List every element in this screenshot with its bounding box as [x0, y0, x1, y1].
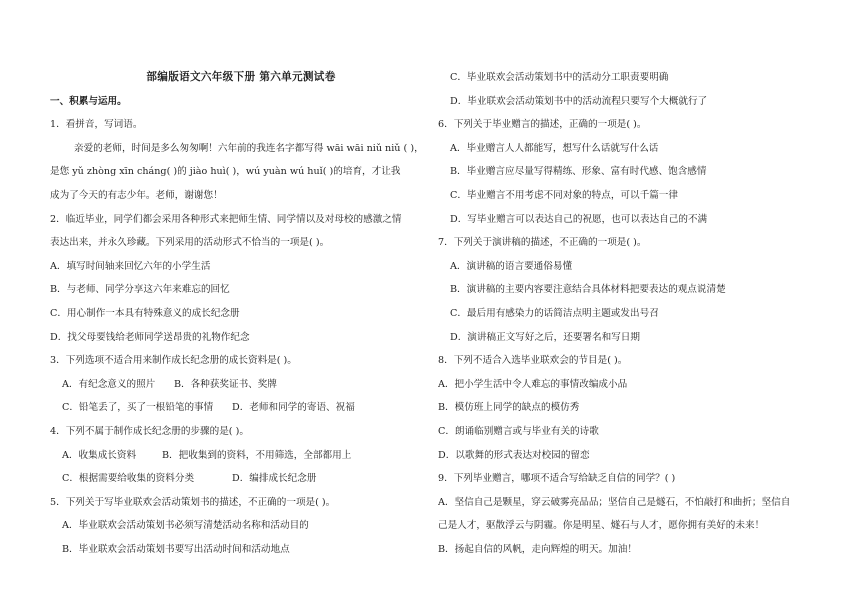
- q6-option-a: A．毕业赠言人人都能写，想写什么话就写什么话: [450, 142, 659, 154]
- q8-option-b: B．模仿班上同学的缺点的模仿秀: [438, 402, 580, 414]
- question-6: 6．下列关于毕业赠言的描述，正确的一项是( )。: [438, 119, 647, 131]
- right-column: [438, 66, 810, 561]
- question-7: 7．下列关于演讲稿的描述，不正确的一项是( )。: [438, 237, 647, 249]
- q2-option-c: C．用心制作一本具有特殊意义的成长纪念册: [50, 307, 240, 319]
- q3-option-b: B．各种获奖证书、奖牌: [174, 378, 277, 390]
- q3-options-row-2: [50, 396, 432, 420]
- q8-option-c: C．朗诵临别赠言或与毕业有关的诗歌: [438, 425, 599, 437]
- q3-options-row-1: [50, 373, 432, 397]
- q7-option-b: B．演讲稿的主要内容要注意结合具体材料把要表达的观点说清楚: [450, 284, 726, 296]
- q5-option-d: D．毕业联欢会活动策划书中的活动流程只要写个大概就行了: [450, 95, 708, 107]
- q4-option-c: C．根据需要给收集的资料分类: [62, 473, 195, 485]
- q5-option-a: A．毕业联欢会活动策划书必须写清楚活动名称和活动目的: [62, 520, 309, 532]
- q6-option-b: B．毕业赠言应尽量写得精练、形象、富有时代感、饱含感情: [450, 166, 707, 178]
- q3-option-d: D．老师和同学的寄语、祝福: [232, 402, 355, 414]
- q4-options-row-1: [50, 444, 432, 468]
- q8-option-a: A．把小学生活中令人难忘的事情改编成小品: [438, 378, 628, 390]
- q4-option-d: D．编排成长纪念册: [232, 473, 317, 485]
- question-2-cont: 表达出来，并永久珍藏。下列采用的活动形式不恰当的一项是( )。: [50, 237, 330, 249]
- page-title: 部编版语文六年级下册 第六单元测试卷: [146, 71, 336, 83]
- q2-option-a: A．填写时间轴来回忆六年的小学生活: [50, 260, 211, 272]
- q1-text-line-2: 是您 yǔ zhòng xīn cháng( )的 jiào huì( )，wú yuàn wú huǐ( )的培育，才让我: [50, 166, 401, 178]
- q7-option-c: C．最后用有感染力的话简洁点明主题或发出号召: [450, 307, 659, 319]
- question-5: 5．下列关于写毕业联欢会活动策划书的描述，不正确的一项是( )。: [50, 496, 336, 508]
- q9-option-a-line-1: A．坚信自己是颗星，穿云破雾亮品品；坚信自己是燧石，不怕敲打和曲折；坚信自: [438, 496, 791, 508]
- q1-text-line-1: 亲爱的老师，时间是多么匆匆啊！六年前的我连名字都写得 wāi wāi niǔ niǔ ( )，: [74, 142, 424, 154]
- q2-option-b: B．与老师、同学分享这六年来难忘的回忆: [50, 284, 230, 296]
- q2-option-d: D．找父母要钱给老师同学送昂贵的礼物作纪念: [50, 331, 250, 343]
- q6-option-c: C．毕业赠言不用考虑不同对象的特点，可以千篇一律: [450, 189, 678, 201]
- q7-option-d: D．演讲稿正文写好之后，还要署名和写日期: [450, 331, 640, 343]
- q9-option-b: B．扬起自信的风帆，走向辉煌的明天。加油！: [438, 543, 637, 555]
- q3-option-a: A．有纪念意义的照片: [62, 378, 156, 390]
- q4-options-row-2: [50, 467, 432, 491]
- question-8: 8．下列不适合入选毕业联欢会的节目是( )。: [438, 355, 628, 367]
- question-2: 2．临近毕业，同学们都会采用各种形式来把师生情、同学情以及对母校的感激之情: [50, 213, 402, 225]
- q9-option-a-line-2: 己是人才，驱散浮云与阴霾。你是明星、燧石与人才，愿你拥有美好的未来！: [438, 520, 765, 532]
- q5-option-c: C．毕业联欢会活动策划书中的活动分工职责要明确: [450, 72, 669, 83]
- question-9: 9．下列毕业赠言，哪项不适合写给缺乏自信的同学？( ): [438, 473, 676, 485]
- section-heading: 一、积累与运用。: [50, 95, 127, 107]
- left-column: [50, 66, 432, 561]
- question-1: 1．看拼音，写词语。: [50, 119, 143, 131]
- q6-option-d: D．写毕业赠言可以表达自己的祝愿，也可以表达自己的不满: [450, 213, 708, 225]
- question-3: 3．下列选项不适合用来制作成长纪念册的成长资料是( )。: [50, 355, 297, 367]
- q1-text-line-3: 成为了今天的有志少年。老师，谢谢您！: [50, 189, 223, 201]
- q5-option-b: B．毕业联欢会活动策划书要写出活动时间和活动地点: [62, 543, 290, 555]
- question-4: 4．下列不属于制作成长纪念册的步骤的是( )。: [50, 425, 249, 437]
- q7-option-a: A．演讲稿的语言要通俗易懂: [450, 260, 573, 272]
- q3-option-c: C．铅笔丢了，买了一根铅笔的事情: [62, 402, 214, 414]
- q4-option-b: B．把收集到的资料，不用筛选，全部都用上: [162, 449, 352, 461]
- q8-option-d: D．以歌舞的形式表达对校园的留恋: [438, 449, 590, 461]
- q4-option-a: A．收集成长资料: [62, 449, 137, 461]
